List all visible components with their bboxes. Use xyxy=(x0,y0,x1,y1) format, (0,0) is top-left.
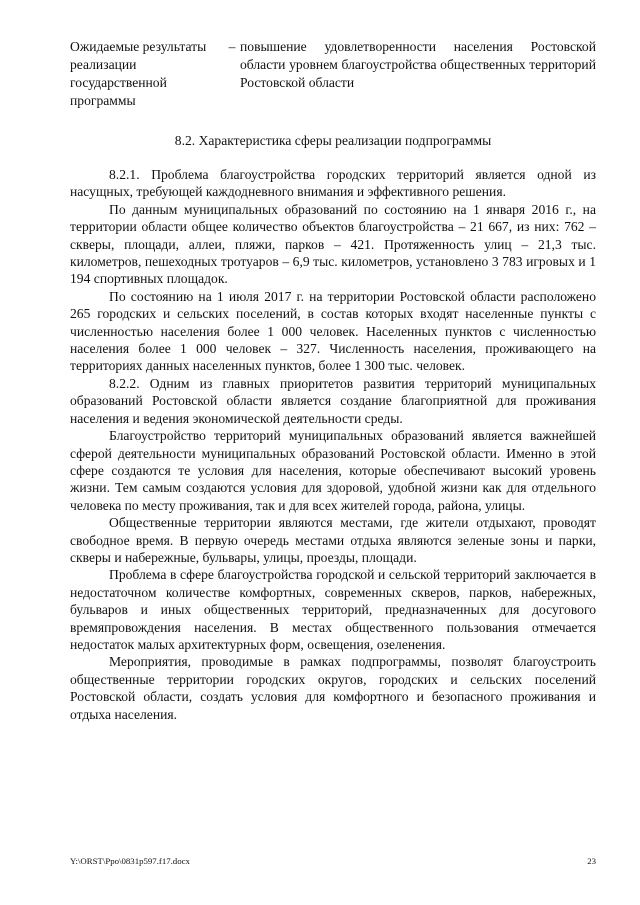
document-page xyxy=(70,38,596,723)
expected-results-label: Ожидаемые результаты реализации государственной программы xyxy=(70,39,207,108)
paragraph-1: 8.2.1. Проблема благоустройства городских территорий является одной из насущных, требующей каждодневного внимания и эффективного решения. xyxy=(70,167,596,200)
paragraph-7: Проблема в сфере благоустройства городской и сельской территорий заключается в недостаточном количестве комфортных, современных скверов, парков, набережных, бульваров и иных общественных территорий, предназначенных для досугового времяпровождения населения. В местах общественного пользования отмечается недостаток малых архитектурных форм, освещения, озеленения. xyxy=(70,567,596,652)
page-number: 23 xyxy=(587,856,596,866)
paragraph-4: 8.2.2. Одним из главных приоритетов развития территорий муниципальных образований Ростовской области является создание благоприятной для проживания населения и ведения экономической деятельности среды. xyxy=(70,375,596,426)
paragraph-3: По состоянию на 1 июля 2017 г. на территории Ростовской области расположено 265 городских и сельских поселений, в состав которых входят населенные пункты с численностью населения более 1 000 человек. Населенных пунктов с численностью населения более 1 000 человек – 327. Численность населения, проживающего на территориях данных населенных пунктов, более 1 300 тыс. человек. xyxy=(70,288,596,374)
expected-results-text: повышение удовлетворенности населения Ростовской области уровнем благоустройства общественных территорий Ростовской области xyxy=(240,39,596,90)
section-title: 8.2. Характеристика сферы реализации подпрограммы xyxy=(174,133,492,148)
paragraph-6: Общественные территории являются местами, где жители отдыхают, проводят свободное время. В первую очередь местами отдыха являются зеленые зоны и парки, скверы и набережные, бульвары, улицы, проезды, площади. xyxy=(70,515,596,565)
file-path: Y:\ORST\Ppo\0831p597.f17.docx xyxy=(70,856,190,866)
expected-results-block xyxy=(70,38,596,110)
page-footer xyxy=(70,856,596,866)
paragraph-5: Благоустройство территорий муниципальных образований является важнейшей сферой деятельности муниципальных образований Ростовской области. Именно в этой сфере создаются те условия для населения, которые обеспечивают высокий уровень жизни. Тем самым создаются условия для здоровой, удобной жизни как для отдельного человека по месту проживания, так и для всех жителей города, района, улицы. xyxy=(70,428,596,513)
paragraph-8: Мероприятия, проводимые в рамках подпрограммы, позволят благоустроить общественные территории городских округов, городских и сельских поселений Ростовской области, создать условия для комфортного и безопасного проживания и отдыха населения. xyxy=(70,654,596,722)
paragraph-2: По данным муниципальных образований по состоянию на 1 января 2016 г., на территории области общее количество объектов благоустройства – 21 667, из них: 762 – скверы, площади, аллеи, пляжи, парков – 421. Протяженность улиц – 21,3 тыс. километров, пешеходных тротуаров – 6,9 тыс. километров, установлено 3 783 игровых и 1 194 спортивных площадок. xyxy=(70,201,596,287)
expected-results-dash: – xyxy=(228,39,236,54)
